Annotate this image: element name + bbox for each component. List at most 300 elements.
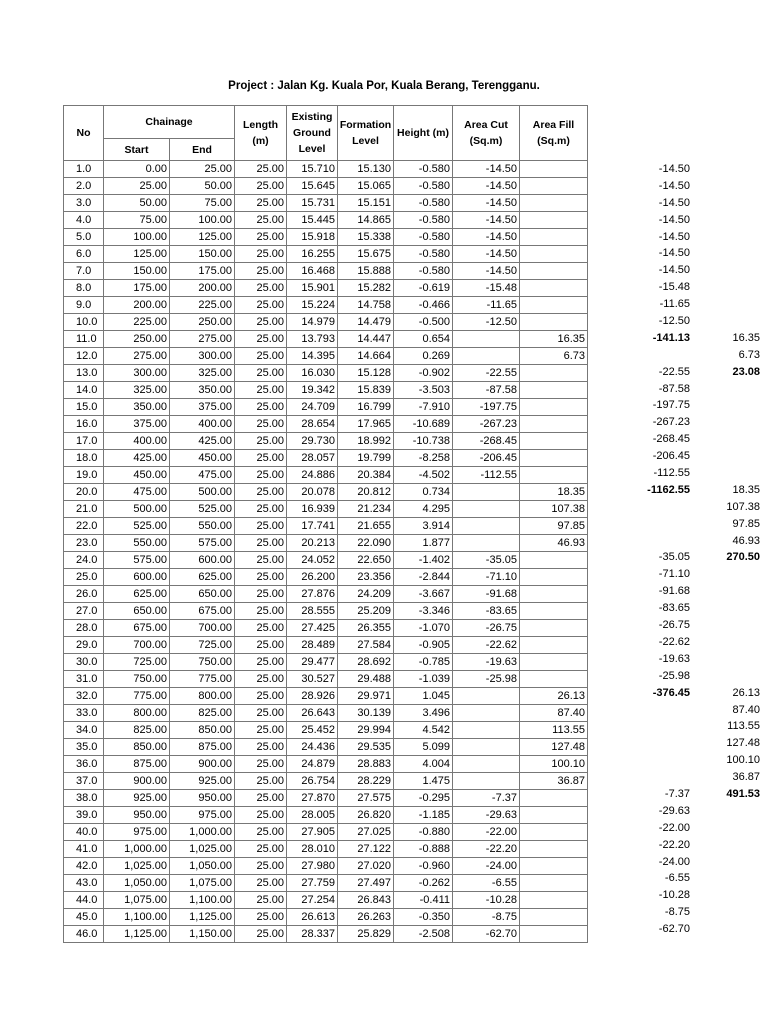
- cell-no: 46.0: [64, 926, 104, 943]
- cell-len: 25.00: [235, 263, 287, 280]
- cell-len: 25.00: [235, 671, 287, 688]
- cell-len: 25.00: [235, 875, 287, 892]
- cell-fill: 113.55: [520, 722, 588, 739]
- cell-end: 625.00: [170, 569, 235, 586]
- cut-subtotal-value: -12.50: [658, 315, 690, 328]
- table-row: [64, 399, 588, 416]
- cell-fill: 36.87: [520, 773, 588, 790]
- cell-fl: 29.535: [338, 739, 394, 756]
- cell-len: 25.00: [235, 722, 287, 739]
- side-row: [590, 482, 760, 499]
- cell-fl: 15.338: [338, 229, 394, 246]
- cell-cut: [453, 484, 520, 501]
- cell-fill: [520, 569, 588, 586]
- cell-fl: 21.655: [338, 518, 394, 535]
- cell-cut: -22.20: [453, 841, 520, 858]
- side-row: [590, 330, 760, 347]
- cell-egl: 28.489: [287, 637, 338, 654]
- cell-len: 25.00: [235, 909, 287, 926]
- cell-fl: 15.839: [338, 382, 394, 399]
- cell-egl: 24.709: [287, 399, 338, 416]
- cell-fl: 28.229: [338, 773, 394, 790]
- cell-egl: 28.555: [287, 603, 338, 620]
- cell-egl: 14.979: [287, 314, 338, 331]
- cell-h: 1.045: [394, 688, 453, 705]
- cell-cut: [453, 773, 520, 790]
- cell-start: 50.00: [104, 195, 170, 212]
- cell-fl: 27.497: [338, 875, 394, 892]
- cut-subtotal-value: -62.70: [658, 923, 690, 936]
- cell-end: 700.00: [170, 620, 235, 637]
- table-row: [64, 807, 588, 824]
- cell-fl: 27.025: [338, 824, 394, 841]
- cell-no: 25.0: [64, 569, 104, 586]
- cell-fill: [520, 399, 588, 416]
- cell-fill: [520, 467, 588, 484]
- cell-h: -0.350: [394, 909, 453, 926]
- cell-no: 44.0: [64, 892, 104, 909]
- fill-subtotal-value: 16.35: [732, 331, 760, 344]
- fill-subtotal-value: 113.55: [727, 720, 760, 733]
- cell-no: 14.0: [64, 382, 104, 399]
- side-row: [590, 533, 760, 550]
- cell-end: 775.00: [170, 671, 235, 688]
- cell-h: -8.258: [394, 450, 453, 467]
- cell-h: -3.503: [394, 382, 453, 399]
- cell-no: 1.0: [64, 161, 104, 178]
- side-row: [590, 161, 760, 178]
- cell-egl: 13.793: [287, 331, 338, 348]
- cell-start: 900.00: [104, 773, 170, 790]
- subtotal-columns: [590, 161, 760, 938]
- cell-fl: 15.065: [338, 178, 394, 195]
- side-row: [590, 516, 760, 533]
- cell-end: 250.00: [170, 314, 235, 331]
- cell-no: 30.0: [64, 654, 104, 671]
- header-existing-ground-level: Existing Ground Level: [287, 106, 338, 161]
- cell-len: 25.00: [235, 637, 287, 654]
- cell-no: 29.0: [64, 637, 104, 654]
- cell-cut: [453, 331, 520, 348]
- cell-no: 45.0: [64, 909, 104, 926]
- side-row: [590, 397, 760, 414]
- cell-end: 1,100.00: [170, 892, 235, 909]
- cell-no: 17.0: [64, 433, 104, 450]
- cell-start: 500.00: [104, 501, 170, 518]
- cell-egl: 28.057: [287, 450, 338, 467]
- cell-no: 9.0: [64, 297, 104, 314]
- cell-cut: -112.55: [453, 467, 520, 484]
- cell-end: 425.00: [170, 433, 235, 450]
- cell-start: 0.00: [104, 161, 170, 178]
- cell-fl: 20.384: [338, 467, 394, 484]
- table-row: [64, 246, 588, 263]
- cell-fl: 16.799: [338, 399, 394, 416]
- cell-egl: 28.926: [287, 688, 338, 705]
- cell-cut: -24.00: [453, 858, 520, 875]
- cell-cut: -10.28: [453, 892, 520, 909]
- side-row: [590, 786, 760, 803]
- cell-egl: 15.645: [287, 178, 338, 195]
- cell-len: 25.00: [235, 501, 287, 518]
- cell-h: -0.580: [394, 263, 453, 280]
- side-row: [590, 262, 760, 279]
- header-area-fill: Area Fill (Sq.m): [520, 106, 588, 161]
- cell-cut: -87.58: [453, 382, 520, 399]
- cell-cut: -22.62: [453, 637, 520, 654]
- cell-len: 25.00: [235, 484, 287, 501]
- cut-subtotal-value: -71.10: [658, 568, 690, 581]
- cell-no: 7.0: [64, 263, 104, 280]
- side-row: [590, 448, 760, 465]
- cell-cut: -26.75: [453, 620, 520, 637]
- cell-len: 25.00: [235, 450, 287, 467]
- cell-no: 20.0: [64, 484, 104, 501]
- side-row: [590, 583, 760, 600]
- cell-end: 825.00: [170, 705, 235, 722]
- cell-cut: -22.00: [453, 824, 520, 841]
- table-row: [64, 161, 588, 178]
- cell-cut: [453, 501, 520, 518]
- cell-h: -0.500: [394, 314, 453, 331]
- cell-end: 275.00: [170, 331, 235, 348]
- cut-subtotal-value: -22.55: [658, 365, 690, 378]
- cell-egl: 25.452: [287, 722, 338, 739]
- table-row: [64, 314, 588, 331]
- cell-no: 26.0: [64, 586, 104, 603]
- table-row: [64, 212, 588, 229]
- cell-egl: 27.876: [287, 586, 338, 603]
- table-row: [64, 552, 588, 569]
- cell-end: 125.00: [170, 229, 235, 246]
- cell-fl: 15.888: [338, 263, 394, 280]
- table-row: [64, 841, 588, 858]
- cell-h: -1.039: [394, 671, 453, 688]
- cell-egl: 19.342: [287, 382, 338, 399]
- cut-subtotal-value: -22.62: [658, 635, 690, 648]
- cut-subtotal-value: -25.98: [658, 669, 690, 682]
- cell-fl: 25.209: [338, 603, 394, 620]
- cell-end: 1,125.00: [170, 909, 235, 926]
- cut-subtotal-value: -1162.55: [647, 483, 690, 496]
- header-length: Length (m): [235, 106, 287, 161]
- cell-start: 575.00: [104, 552, 170, 569]
- cell-fl: 15.675: [338, 246, 394, 263]
- table-row: [64, 365, 588, 382]
- cell-end: 400.00: [170, 416, 235, 433]
- cell-start: 850.00: [104, 739, 170, 756]
- cell-cut: -35.05: [453, 552, 520, 569]
- cell-len: 25.00: [235, 399, 287, 416]
- cell-cut: -14.50: [453, 178, 520, 195]
- fill-subtotal-value: 100.10: [726, 754, 760, 767]
- cell-fill: [520, 892, 588, 909]
- cell-len: 25.00: [235, 569, 287, 586]
- side-row: [590, 279, 760, 296]
- cell-fill: [520, 416, 588, 433]
- cell-end: 225.00: [170, 297, 235, 314]
- cell-fill: [520, 229, 588, 246]
- cell-fl: 28.883: [338, 756, 394, 773]
- cell-no: 4.0: [64, 212, 104, 229]
- cell-len: 25.00: [235, 331, 287, 348]
- cut-subtotal-value: -11.65: [659, 298, 690, 311]
- cell-fl: 15.130: [338, 161, 394, 178]
- cell-start: 925.00: [104, 790, 170, 807]
- cut-subtotal-value: -268.45: [652, 433, 690, 446]
- cell-h: 1.877: [394, 535, 453, 552]
- side-row: [590, 313, 760, 330]
- cell-cut: -206.45: [453, 450, 520, 467]
- cell-h: -10.689: [394, 416, 453, 433]
- cell-len: 25.00: [235, 280, 287, 297]
- cell-end: 1,050.00: [170, 858, 235, 875]
- cell-end: 50.00: [170, 178, 235, 195]
- cell-end: 175.00: [170, 263, 235, 280]
- cell-cut: [453, 535, 520, 552]
- cell-egl: 28.337: [287, 926, 338, 943]
- cell-fill: [520, 858, 588, 875]
- cell-no: 43.0: [64, 875, 104, 892]
- earthwork-table: [63, 105, 588, 943]
- cell-no: 11.0: [64, 331, 104, 348]
- cell-fill: 18.35: [520, 484, 588, 501]
- cell-end: 200.00: [170, 280, 235, 297]
- table-row: [64, 654, 588, 671]
- table-row: [64, 739, 588, 756]
- cell-cut: -91.68: [453, 586, 520, 603]
- header-end: End: [170, 139, 235, 161]
- side-row: [590, 296, 760, 313]
- cell-len: 25.00: [235, 195, 287, 212]
- cell-egl: 24.886: [287, 467, 338, 484]
- table-row: [64, 263, 588, 280]
- side-row: [590, 364, 760, 381]
- cell-len: 25.00: [235, 654, 287, 671]
- cell-h: -2.508: [394, 926, 453, 943]
- cell-egl: 16.468: [287, 263, 338, 280]
- cell-h: -0.880: [394, 824, 453, 841]
- cell-end: 875.00: [170, 739, 235, 756]
- cut-subtotal-value: -7.37: [664, 787, 690, 800]
- cell-fill: [520, 280, 588, 297]
- cell-fl: 26.263: [338, 909, 394, 926]
- cell-start: 600.00: [104, 569, 170, 586]
- cell-fill: 26.13: [520, 688, 588, 705]
- table-row: [64, 331, 588, 348]
- cut-subtotal-value: -206.45: [652, 450, 690, 463]
- cut-subtotal-value: -14.50: [658, 179, 690, 192]
- cell-fl: 18.992: [338, 433, 394, 450]
- cell-egl: 16.030: [287, 365, 338, 382]
- cell-egl: 17.741: [287, 518, 338, 535]
- side-row: [590, 735, 760, 752]
- cell-egl: 24.879: [287, 756, 338, 773]
- cell-no: 24.0: [64, 552, 104, 569]
- cell-no: 33.0: [64, 705, 104, 722]
- table-row: [64, 195, 588, 212]
- cell-no: 18.0: [64, 450, 104, 467]
- cell-no: 32.0: [64, 688, 104, 705]
- cell-no: 5.0: [64, 229, 104, 246]
- cell-fl: 26.820: [338, 807, 394, 824]
- cell-end: 950.00: [170, 790, 235, 807]
- cell-end: 1,075.00: [170, 875, 235, 892]
- cell-start: 375.00: [104, 416, 170, 433]
- cell-start: 25.00: [104, 178, 170, 195]
- cell-fill: [520, 314, 588, 331]
- cell-fill: 100.10: [520, 756, 588, 773]
- table-row: [64, 450, 588, 467]
- table-row: [64, 518, 588, 535]
- table-row: [64, 756, 588, 773]
- table-row: [64, 501, 588, 518]
- cell-len: 25.00: [235, 314, 287, 331]
- cell-fill: 6.73: [520, 348, 588, 365]
- cell-no: 31.0: [64, 671, 104, 688]
- side-row: [590, 921, 760, 938]
- cell-cut: -29.63: [453, 807, 520, 824]
- cell-len: 25.00: [235, 365, 287, 382]
- cell-h: -0.902: [394, 365, 453, 382]
- cell-end: 475.00: [170, 467, 235, 484]
- table-row: [64, 467, 588, 484]
- cell-fl: 26.355: [338, 620, 394, 637]
- side-row: [590, 566, 760, 583]
- cell-fill: [520, 212, 588, 229]
- cell-fl: 29.994: [338, 722, 394, 739]
- cell-start: 200.00: [104, 297, 170, 314]
- cell-fill: [520, 824, 588, 841]
- side-row: [590, 431, 760, 448]
- side-row: [590, 549, 760, 566]
- cell-start: 800.00: [104, 705, 170, 722]
- cell-fl: 27.584: [338, 637, 394, 654]
- side-row: [590, 820, 760, 837]
- cell-start: 350.00: [104, 399, 170, 416]
- cell-cut: -71.10: [453, 569, 520, 586]
- cell-egl: 15.731: [287, 195, 338, 212]
- cell-end: 600.00: [170, 552, 235, 569]
- cell-start: 475.00: [104, 484, 170, 501]
- cell-len: 25.00: [235, 382, 287, 399]
- table-row: [64, 229, 588, 246]
- cell-end: 1,150.00: [170, 926, 235, 943]
- cell-no: 34.0: [64, 722, 104, 739]
- cell-fl: 29.971: [338, 688, 394, 705]
- cell-start: 275.00: [104, 348, 170, 365]
- cell-start: 975.00: [104, 824, 170, 841]
- cell-fl: 22.090: [338, 535, 394, 552]
- cell-no: 16.0: [64, 416, 104, 433]
- cell-h: -4.502: [394, 467, 453, 484]
- cell-len: 25.00: [235, 858, 287, 875]
- cell-start: 225.00: [104, 314, 170, 331]
- cell-egl: 29.730: [287, 433, 338, 450]
- cut-subtotal-value: -26.75: [658, 619, 690, 632]
- cell-h: -0.888: [394, 841, 453, 858]
- cell-no: 2.0: [64, 178, 104, 195]
- cell-len: 25.00: [235, 841, 287, 858]
- cell-end: 550.00: [170, 518, 235, 535]
- cut-subtotal-value: -141.13: [652, 331, 690, 344]
- cell-h: -10.738: [394, 433, 453, 450]
- cell-cut: -7.37: [453, 790, 520, 807]
- table-row: [64, 790, 588, 807]
- fill-subtotal-value: 97.85: [732, 517, 760, 530]
- cell-end: 500.00: [170, 484, 235, 501]
- side-row: [590, 904, 760, 921]
- cell-fl: 28.692: [338, 654, 394, 671]
- cell-cut: -14.50: [453, 195, 520, 212]
- cut-subtotal-value: -376.45: [652, 686, 690, 699]
- table-row: [64, 280, 588, 297]
- cell-start: 325.00: [104, 382, 170, 399]
- table-row: [64, 178, 588, 195]
- cell-len: 25.00: [235, 807, 287, 824]
- table-row: [64, 705, 588, 722]
- cell-no: 10.0: [64, 314, 104, 331]
- cell-h: 3.914: [394, 518, 453, 535]
- cell-end: 525.00: [170, 501, 235, 518]
- cell-h: -0.619: [394, 280, 453, 297]
- cell-fill: 46.93: [520, 535, 588, 552]
- cell-fl: 14.865: [338, 212, 394, 229]
- cell-end: 675.00: [170, 603, 235, 620]
- cell-cut: -62.70: [453, 926, 520, 943]
- fill-subtotal-value: 6.73: [738, 348, 760, 361]
- header-formation-level: Formation Level: [338, 106, 394, 161]
- cell-fill: [520, 926, 588, 943]
- cell-cut: [453, 756, 520, 773]
- cell-egl: 16.939: [287, 501, 338, 518]
- cell-end: 1,000.00: [170, 824, 235, 841]
- cut-subtotal-value: -6.55: [664, 872, 690, 885]
- cell-start: 1,000.00: [104, 841, 170, 858]
- side-row: [590, 668, 760, 685]
- cell-no: 15.0: [64, 399, 104, 416]
- project-title: Project : Jalan Kg. Kuala Por, Kuala Berang, Terengganu.: [228, 80, 540, 92]
- table-row: [64, 535, 588, 552]
- cell-egl: 24.436: [287, 739, 338, 756]
- cell-h: -0.295: [394, 790, 453, 807]
- cell-len: 25.00: [235, 535, 287, 552]
- cell-start: 650.00: [104, 603, 170, 620]
- cell-start: 525.00: [104, 518, 170, 535]
- side-row: [590, 600, 760, 617]
- cell-cut: [453, 518, 520, 535]
- cell-cut: -25.98: [453, 671, 520, 688]
- cell-egl: 28.654: [287, 416, 338, 433]
- table-row: [64, 858, 588, 875]
- cell-egl: 27.254: [287, 892, 338, 909]
- table-row: [64, 433, 588, 450]
- cell-no: 37.0: [64, 773, 104, 790]
- table-row: [64, 892, 588, 909]
- cell-egl: 26.754: [287, 773, 338, 790]
- cell-fill: [520, 195, 588, 212]
- cell-len: 25.00: [235, 161, 287, 178]
- cell-end: 750.00: [170, 654, 235, 671]
- cell-start: 425.00: [104, 450, 170, 467]
- side-row: [590, 195, 760, 212]
- table-row: [64, 382, 588, 399]
- cell-fill: [520, 450, 588, 467]
- cell-len: 25.00: [235, 620, 287, 637]
- cell-egl: 14.395: [287, 348, 338, 365]
- cell-no: 42.0: [64, 858, 104, 875]
- side-row: [590, 414, 760, 431]
